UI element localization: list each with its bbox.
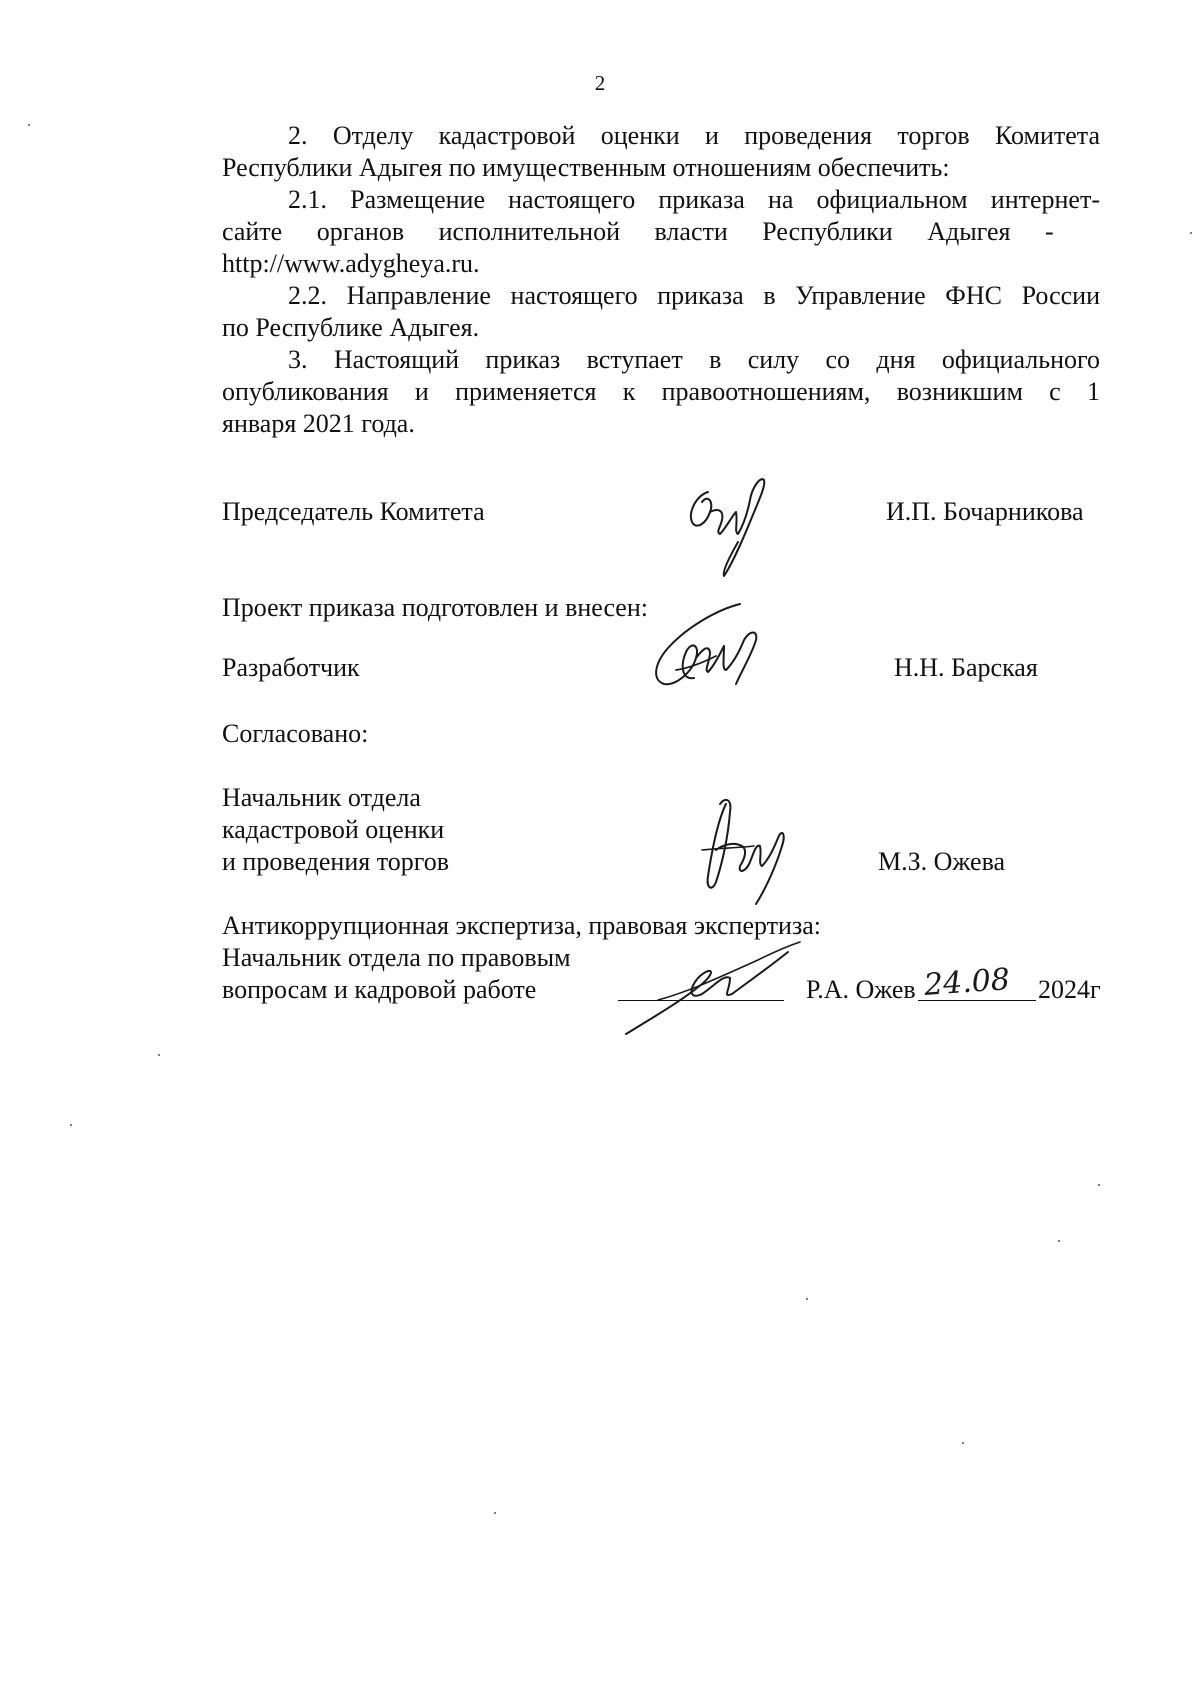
head-position-line-1: Начальник отдела xyxy=(222,783,421,812)
chairman-signature xyxy=(678,472,778,582)
scan-speck xyxy=(962,1442,964,1444)
scan-speck xyxy=(1058,1240,1060,1242)
page-number: 2 xyxy=(594,71,606,95)
legal-position-line-1: Начальник отдела по правовым xyxy=(222,943,571,972)
legal-signature xyxy=(618,938,808,1038)
chairman-position: Председатель Комитета xyxy=(222,497,485,526)
prepared-note: Проект приказа подготовлен и внесен: xyxy=(222,593,648,622)
head-position-line-3: и проведения торгов xyxy=(222,847,450,876)
scan-speck xyxy=(494,1512,496,1514)
paragraph-2-1-line-1: 2.1. Размещение настоящего приказа на официальном интернет- xyxy=(288,185,1100,214)
legal-name: Р.А. Ожев xyxy=(806,975,916,1004)
developer-signature xyxy=(646,600,786,690)
scan-speck xyxy=(1190,232,1192,234)
head-name: М.З. Ожева xyxy=(878,847,1006,876)
paragraph-2-line-2: Республики Адыгея по имущественным отношениям обеспечить: xyxy=(222,153,950,182)
paragraph-3-line-3: января 2021 года. xyxy=(222,409,415,438)
developer-name: Н.Н. Барская xyxy=(894,653,1038,682)
scan-speck xyxy=(158,1054,160,1056)
head-position-line-2: кадастровой оценки xyxy=(222,815,445,844)
date-year: 2024г xyxy=(1038,975,1101,1004)
agreed-label: Согласовано: xyxy=(222,719,369,748)
head-signature xyxy=(686,790,796,910)
paragraph-2-2-line-2: по Республике Адыгея. xyxy=(222,313,480,342)
paragraph-2-1-line-3: http://www.adygheya.ru. xyxy=(222,249,480,278)
scan-speck xyxy=(806,1298,808,1300)
expertise-label: Антикоррупционная экспертиза, правовая экспертиза: xyxy=(222,911,821,940)
scan-speck xyxy=(70,1124,72,1126)
developer-position: Разработчик xyxy=(222,653,360,682)
legal-position-line-2: вопросам и кадровой работе xyxy=(222,975,537,1004)
paragraph-3-line-1: 3. Настоящий приказ вступает в силу со дня официального xyxy=(288,345,1100,374)
scan-speck xyxy=(1098,1184,1100,1186)
paragraph-2-line-1: 2. Отделу кадастровой оценки и проведения торгов Комитета xyxy=(288,121,1100,150)
scan-speck xyxy=(28,124,30,126)
handwritten-date: 24.08 xyxy=(922,962,1011,1003)
chairman-name: И.П. Бочарникова xyxy=(886,497,1084,526)
paragraph-2-2-line-1: 2.2. Направление настоящего приказа в Управление ФНС России xyxy=(288,281,1100,310)
paragraph-2-1-line-2: сайте органов исполнительной власти Республики Адыгея - xyxy=(222,217,1054,246)
paragraph-3-line-2: опубликования и применяется к правоотношениям, возникшим с 1 xyxy=(222,377,1100,406)
